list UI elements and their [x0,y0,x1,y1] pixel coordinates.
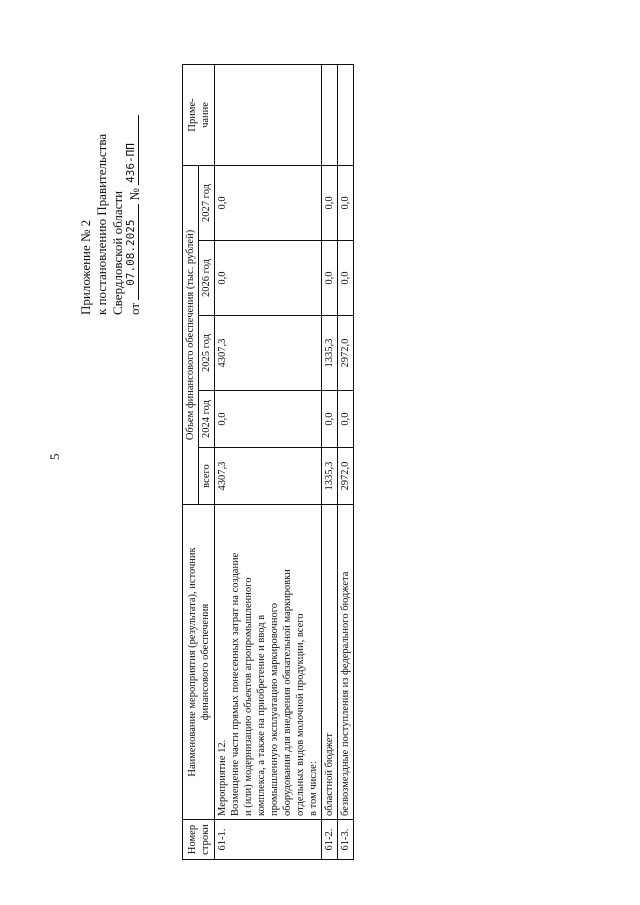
row-note [338,64,354,165]
number-value: 436-ПП [124,143,137,183]
funding-table [182,64,354,860]
header-2025: 2025 год [199,316,215,391]
table-row [322,64,338,859]
header-2027: 2027 год [199,165,215,240]
row-2027: 0,0 [322,165,338,240]
header-row-number: Номер строки [183,820,215,860]
row-total: 2972,0 [338,448,354,505]
row-name: областной бюджет [322,505,338,820]
table-row [338,64,354,859]
date-field [126,204,139,300]
approval-line-3: Свердловской области [110,190,125,315]
row-2026: 0,0 [338,241,354,316]
row-number: 61-2. [322,820,338,860]
approval-date-line [126,45,143,315]
row-2027: 0,0 [338,165,354,240]
row-2027: 0,0 [215,165,322,240]
header-total: всего [199,448,215,505]
row-number: 61-3. [338,820,354,860]
approval-line-1: Приложение № 2 [78,219,93,315]
approval-line-2: к постановлению Правительства [94,133,109,315]
date-prefix: от [127,302,142,315]
row-2024: 0,0 [322,391,338,448]
row-2026: 0,0 [322,241,338,316]
page-number: 5 [47,453,62,460]
row-total: 1335,3 [322,448,338,505]
row-2025: 1335,3 [322,316,338,391]
number-field [126,115,139,185]
row-name: Мероприятие 12. Возмещение части прямых понесенных затрат на создание и (или) модернизацию объектов агропромышленного комплекса, а также на приобретение и ввод в промышленную эксплуатацию маркировочного оборудования для внедрения обязательной маркировки отдельных видов молочной продукции, всего в том числе: [215,505,322,820]
row-2026: 0,0 [215,241,322,316]
row-2024: 0,0 [215,391,322,448]
row-2024: 0,0 [338,391,354,448]
approval-block [78,45,143,315]
header-name: Наименование мероприятия (результата), источник финансового обеспечения [183,505,215,820]
row-note [322,64,338,165]
header-funding-group: Объем финансового обеспечения (тыс. рублей) [183,165,199,504]
row-number: 61-1. [215,820,322,860]
row-total: 4307,3 [215,448,322,505]
date-value: 07.08.2025 [124,219,137,286]
header-2026: 2026 год [199,241,215,316]
row-name: безвозмездные поступления из федерального бюджета [338,505,354,820]
header-note: Приме- чание [183,64,215,165]
row-note [215,64,322,165]
header-2024: 2024 год [199,391,215,448]
row-2025: 4307,3 [215,316,322,391]
table-row [215,64,322,859]
row-2025: 2972,0 [338,316,354,391]
number-prefix: № [127,188,142,201]
